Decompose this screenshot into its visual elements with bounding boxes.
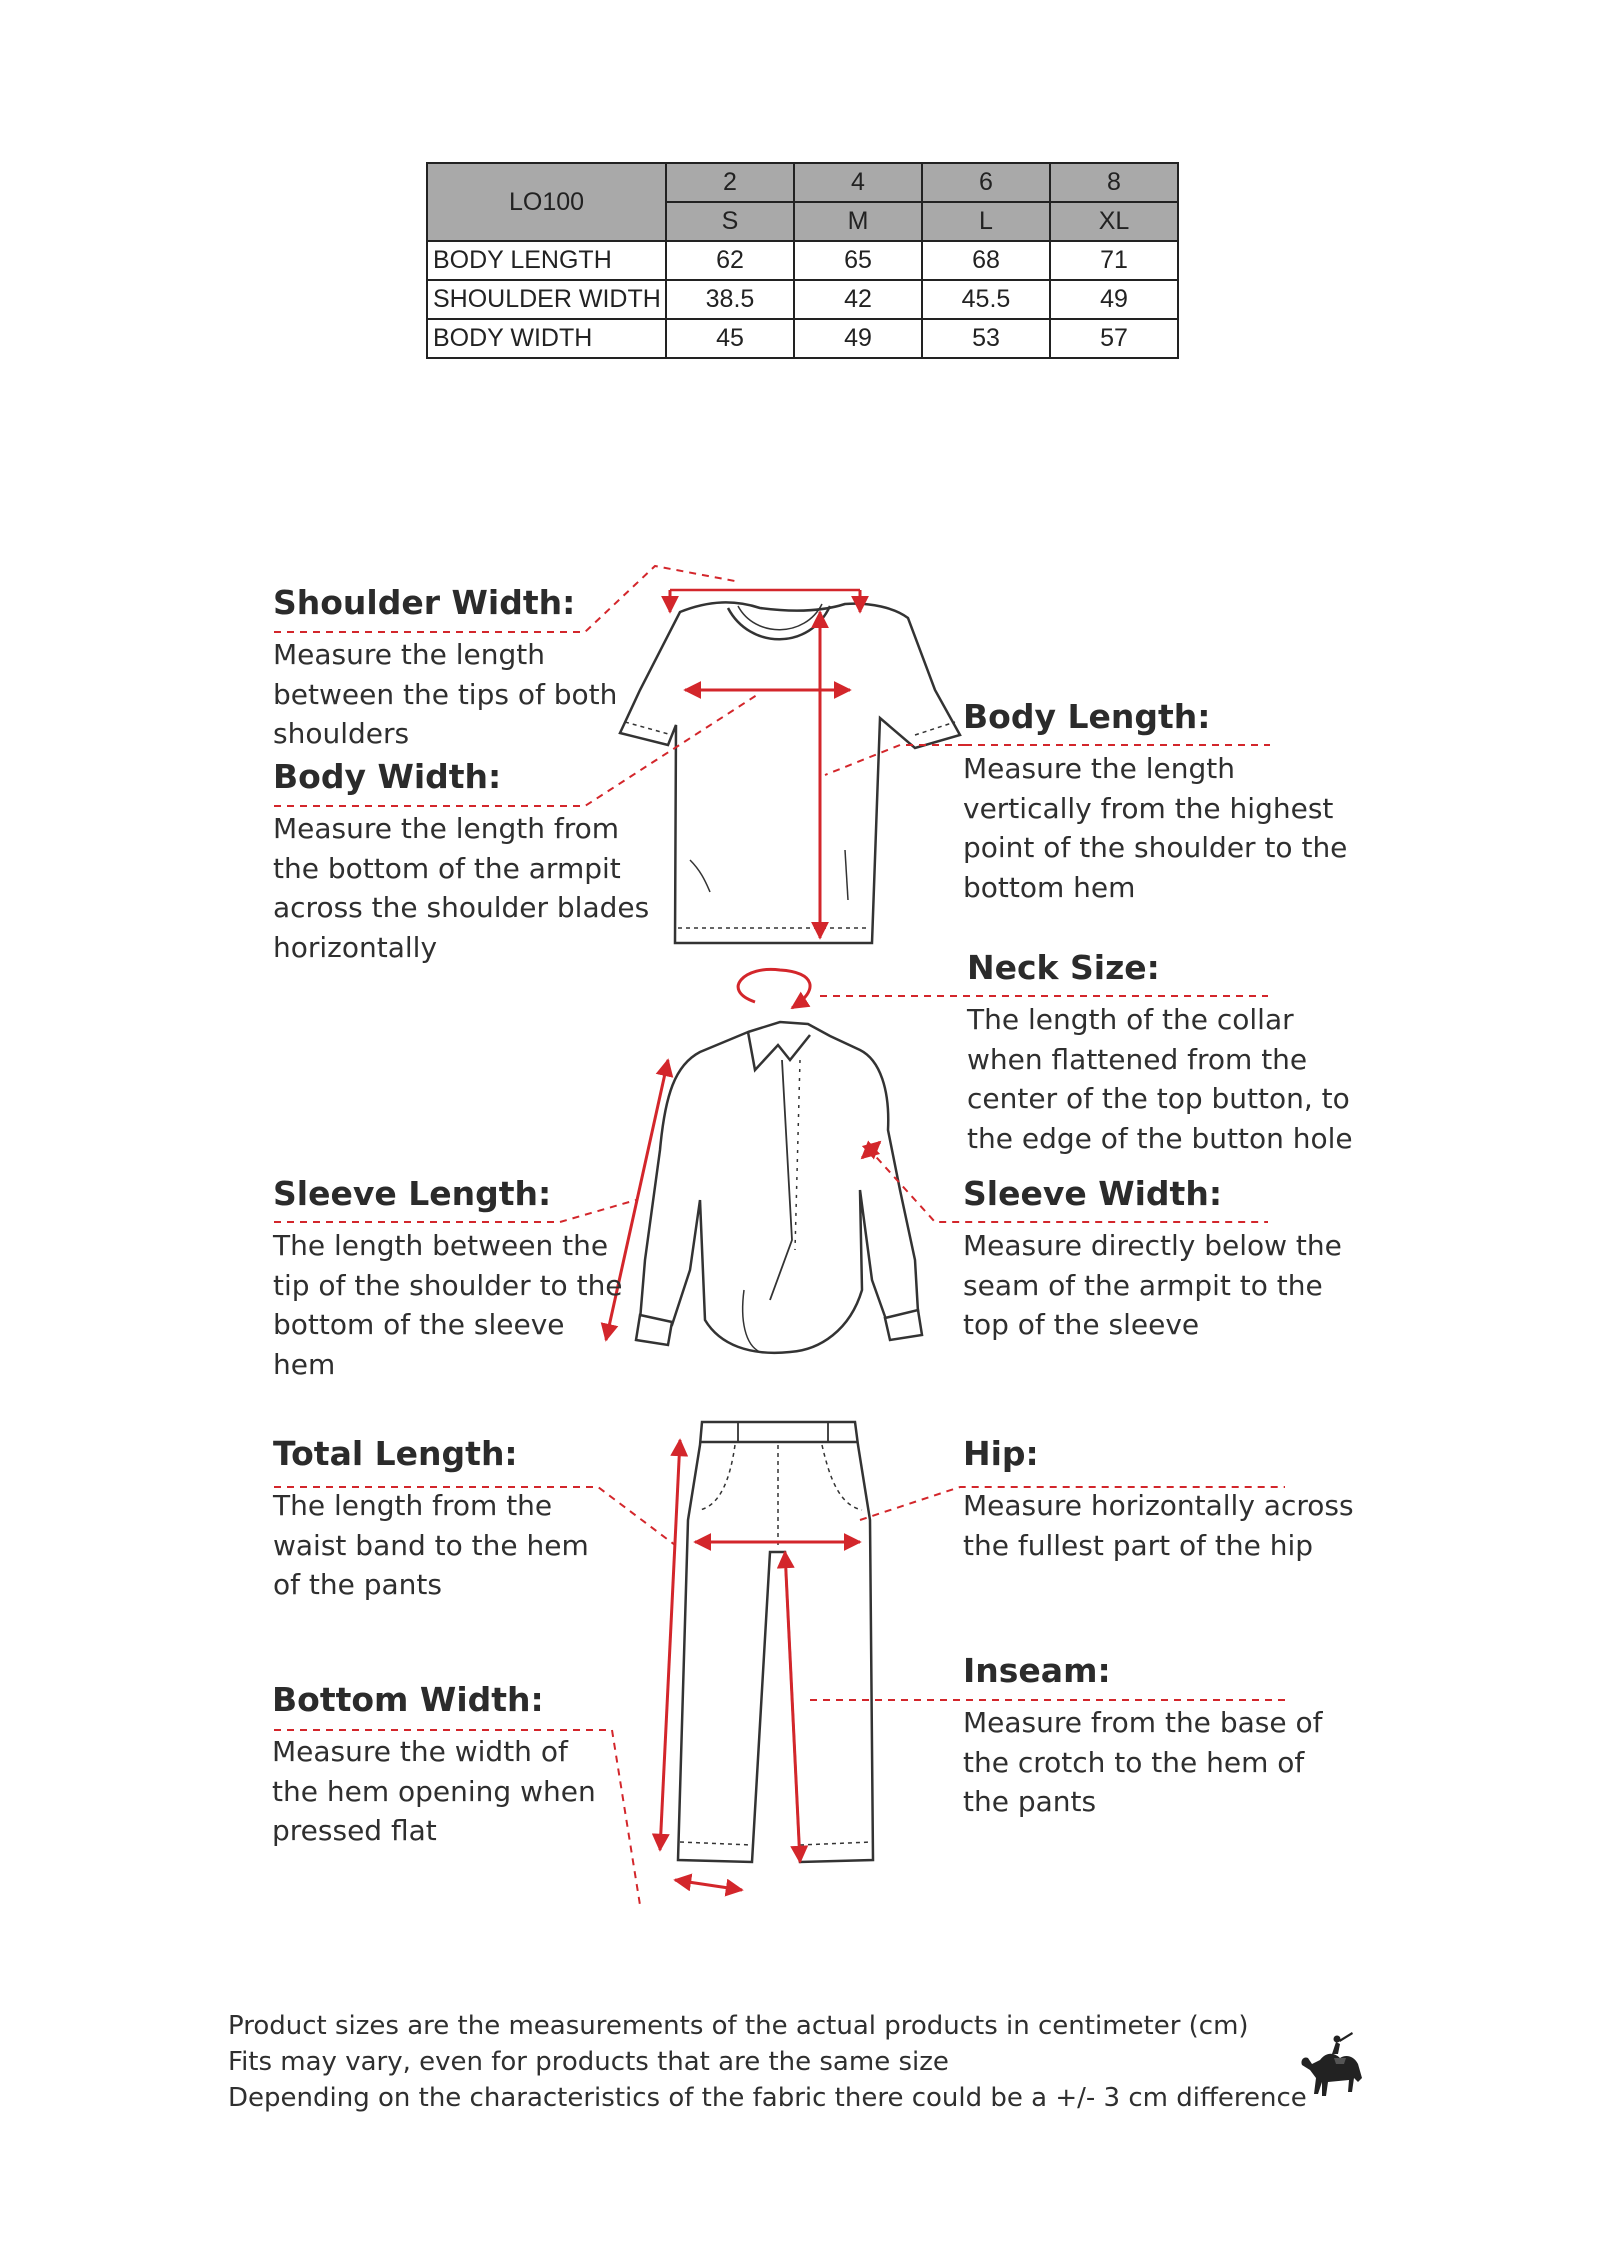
- table-cell: 71: [1050, 241, 1178, 280]
- footer-line: Product sizes are the measurements of the actual products in centimeter (cm): [228, 2011, 1249, 2041]
- row-label: SHOULDER WIDTH: [427, 280, 666, 319]
- sleeve-length-guide: [273, 1174, 623, 1384]
- table-cell: 57: [1050, 319, 1178, 358]
- guide-description: The length between the tip of the shoulder to the bottom of the sleeve hem: [273, 1229, 623, 1381]
- guide-title: Body Length:: [963, 697, 1211, 736]
- table-cell: 68: [922, 241, 1050, 280]
- guide-title: Inseam:: [963, 1651, 1111, 1690]
- size-numeric-cell: 8: [1050, 163, 1178, 202]
- guide-description: Measure the length vertically from the highest point of the shoulder to the bottom hem: [963, 752, 1348, 904]
- sleeve-width-guide: [963, 1174, 1342, 1345]
- guide-title: Sleeve Length:: [273, 1174, 552, 1213]
- size-letter-cell: M: [794, 202, 922, 241]
- guide-description: Measure the length from the bottom of the armpit across the shoulder blades horizontally: [273, 812, 650, 964]
- body-length-guide: [963, 697, 1347, 907]
- neck-size-guide: [967, 948, 1353, 1158]
- guide-title: Hip:: [963, 1434, 1039, 1473]
- table-cell: 65: [794, 241, 922, 280]
- guide-title: Neck Size:: [967, 948, 1160, 987]
- table-cell: 53: [922, 319, 1050, 358]
- size-numeric-cell: 6: [922, 163, 1050, 202]
- table-cell: 49: [794, 319, 922, 358]
- size-letter-cell: XL: [1050, 202, 1178, 241]
- footer-line: Depending on the characteristics of the fabric there could be a +/- 3 cm difference: [228, 2083, 1307, 2113]
- table-cell: 45: [666, 319, 794, 358]
- guide-description: The length from the waist band to the hem of the pants: [273, 1489, 589, 1601]
- size-numeric-cell: 4: [794, 163, 922, 202]
- guide-description: Measure horizontally across the fullest part of the hip: [963, 1489, 1354, 1562]
- pants-illustration: [678, 1422, 873, 1862]
- guide-description: Measure from the base of the crotch to the hem of the pants: [963, 1706, 1323, 1818]
- shoulder-width-guide: [273, 583, 617, 754]
- inseam-guide: [963, 1651, 1322, 1822]
- guide-title: Bottom Width:: [272, 1680, 544, 1719]
- model-cell: LO100: [427, 163, 666, 241]
- guide-title: Body Width:: [273, 757, 502, 796]
- size-letter-cell: S: [666, 202, 794, 241]
- row-label: BODY LENGTH: [427, 241, 666, 280]
- footer-line: Fits may vary, even for products that are the same size: [228, 2047, 949, 2077]
- shirt-illustration: [636, 1022, 922, 1353]
- table-cell: 49: [1050, 280, 1178, 319]
- guide-description: Measure the width of the hem opening when pressed flat: [272, 1735, 596, 1847]
- total-length-guide: [273, 1434, 589, 1605]
- guide-description: The length of the collar when flattened from the center of the top button, to the edge of the button hole: [967, 1003, 1353, 1155]
- guide-description: Measure directly below the seam of the armpit to the top of the sleeve: [963, 1229, 1342, 1341]
- body-width-guide: [273, 757, 649, 967]
- size-letter-cell: L: [922, 202, 1050, 241]
- camel-rider-icon: [1292, 2030, 1382, 2120]
- table-cell: 62: [666, 241, 794, 280]
- size-numeric-cell: 2: [666, 163, 794, 202]
- table-cell: 42: [794, 280, 922, 319]
- row-label: BODY WIDTH: [427, 319, 666, 358]
- guide-description: Measure the length between the tips of both shoulders: [273, 638, 618, 750]
- footer-notes: [228, 2008, 1307, 2116]
- table-cell: 38.5: [666, 280, 794, 319]
- guide-title: Shoulder Width:: [273, 583, 576, 622]
- table-cell: 45.5: [922, 280, 1050, 319]
- hip-guide: [963, 1434, 1354, 1565]
- bottom-width-guide: [272, 1680, 596, 1851]
- tshirt-illustration: [620, 602, 960, 943]
- guide-title: Sleeve Width:: [963, 1174, 1223, 1213]
- guide-title: Total Length:: [273, 1434, 518, 1473]
